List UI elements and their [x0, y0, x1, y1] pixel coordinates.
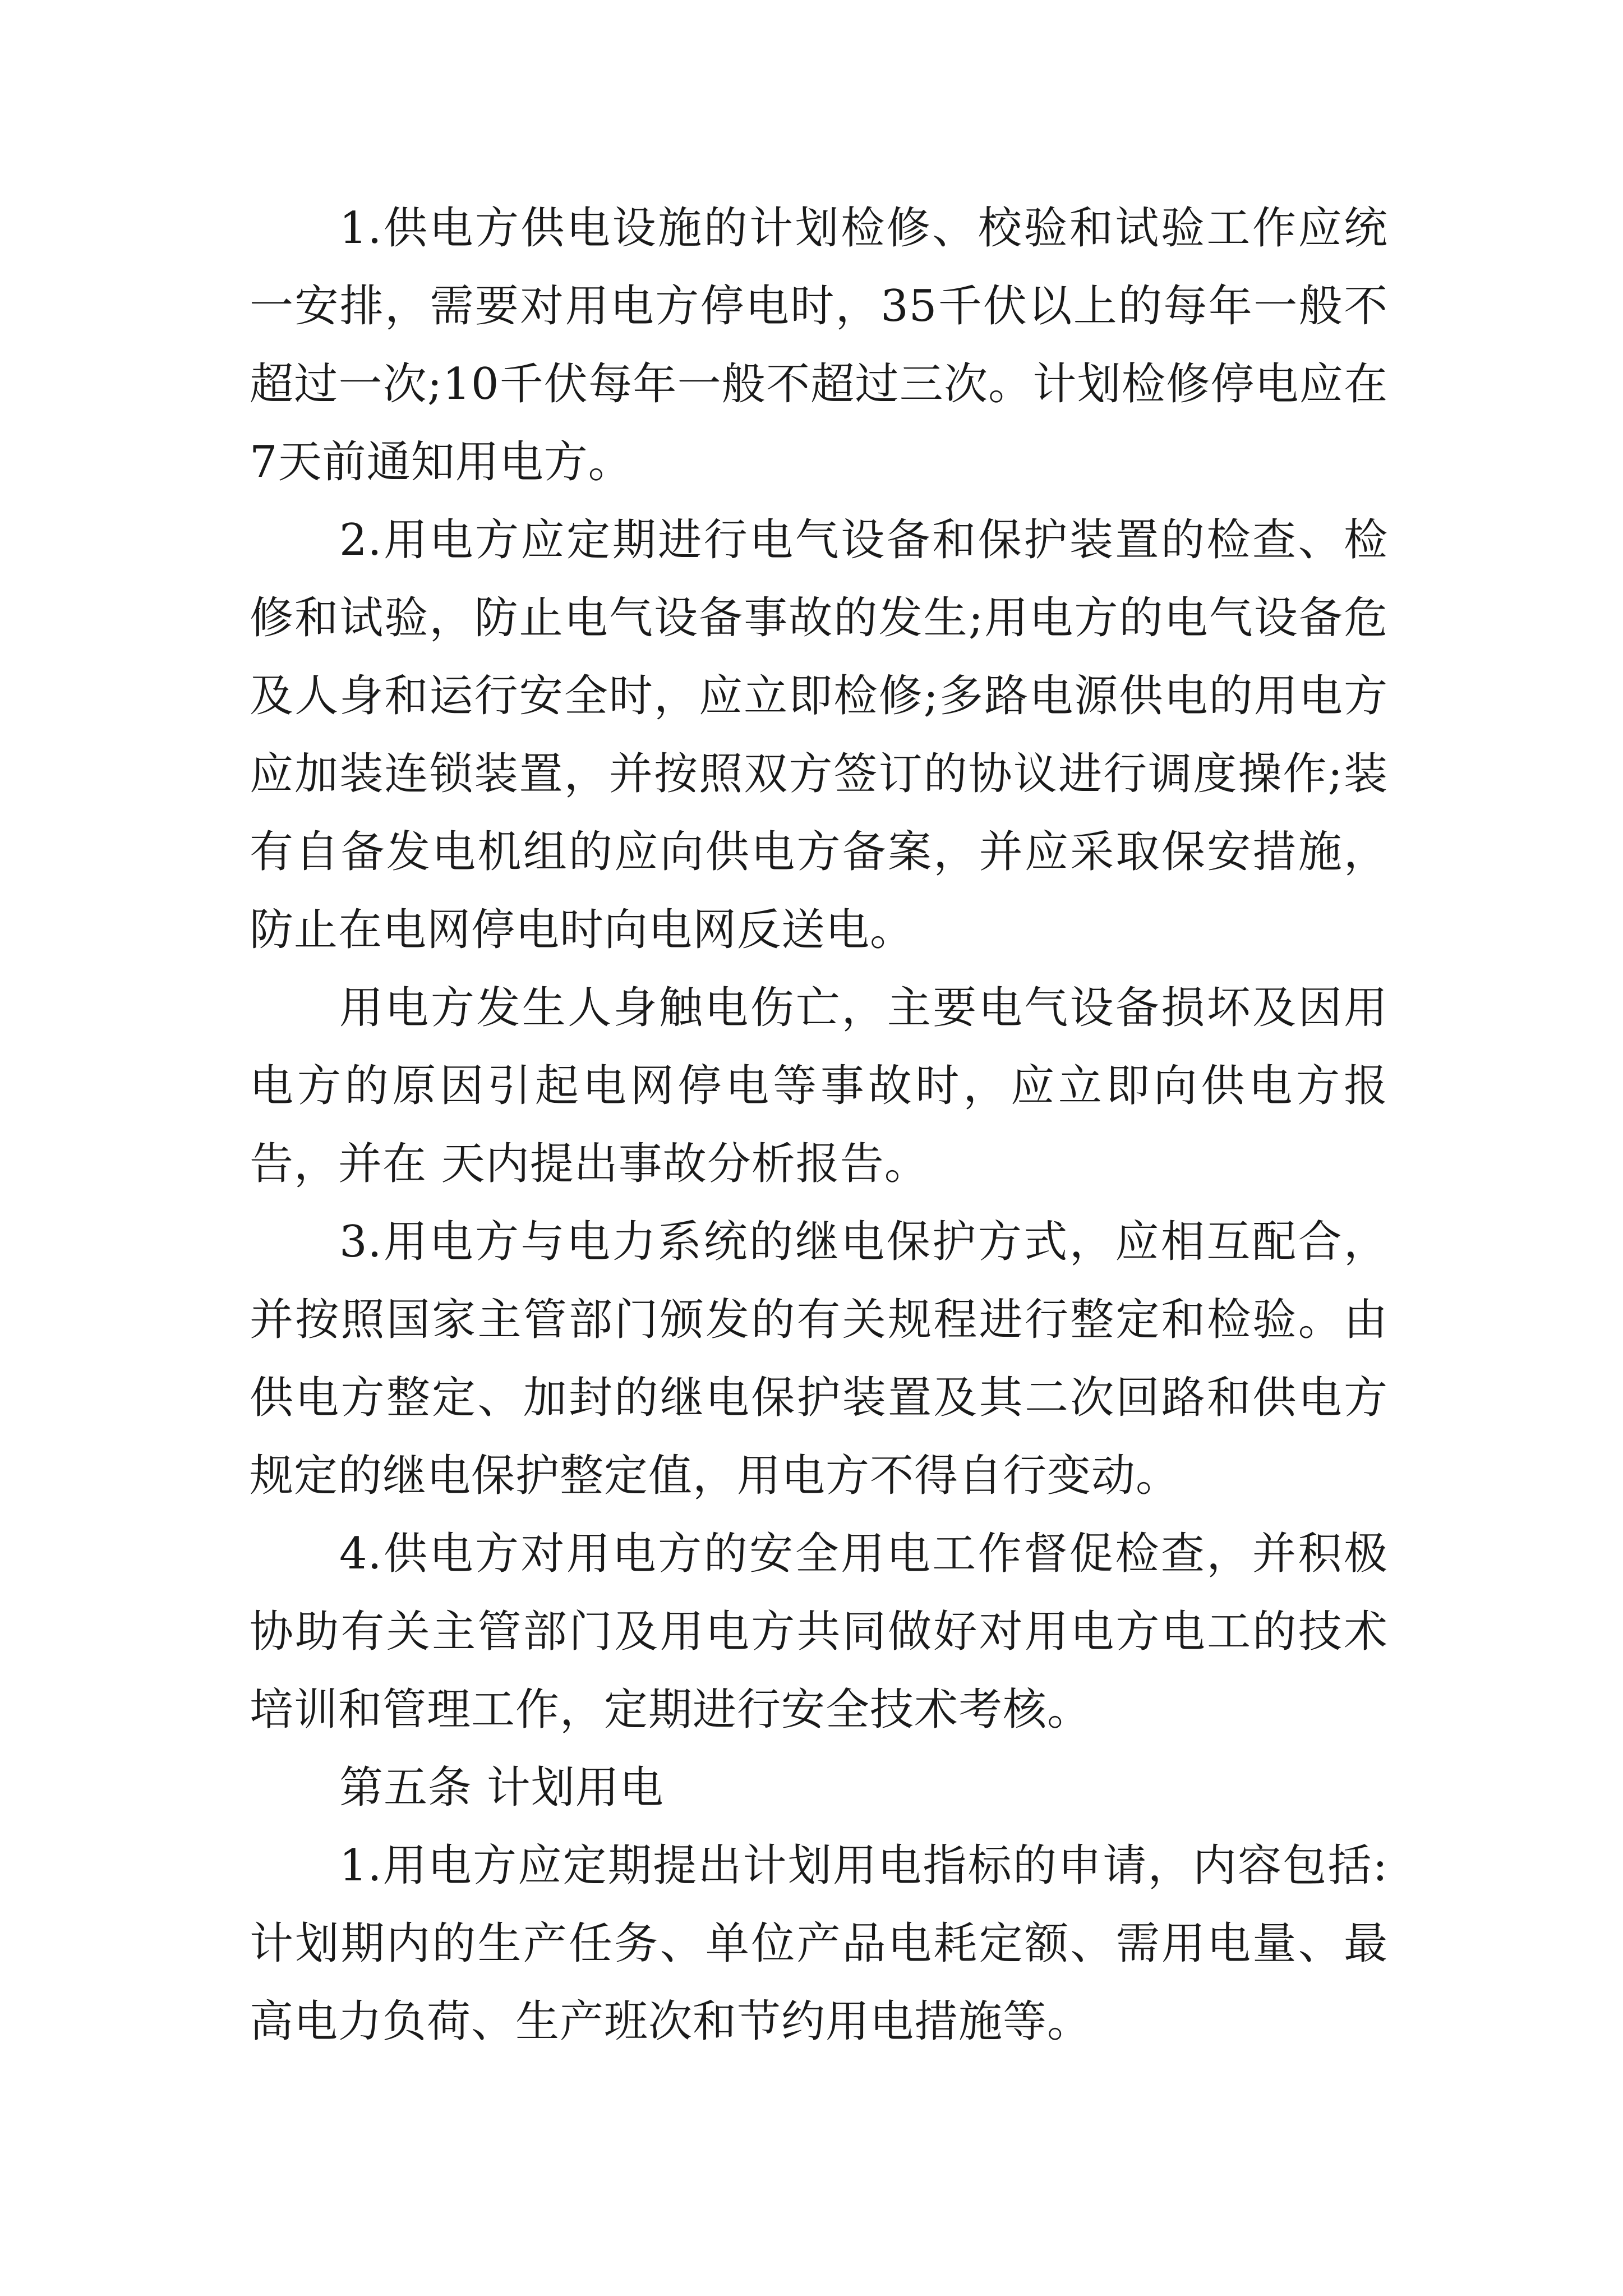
article-heading: 第五条 计划用电: [339, 1763, 664, 1813]
paragraph-relay-protection: 3.用电方与电力系统的继电保护方式，应相互配合，并按照国家主管部门颁发的有关规程进行整定和检验。由供电方整定、加封的继电保护装置及其二次回路和供电方规定的继电保护整定值，用电方不得自行变动。: [250, 1217, 1388, 1501]
paragraph-accident-report: 用电方发生人身触电伤亡，主要电气设备损坏及因用电方的原因引起电网停电等事故时，应立即向供电方报告，并在 天内提出事故分析报告。: [250, 983, 1388, 1189]
paragraph-equipment-inspection: 2.用电方应定期进行电气设备和保护装置的检查、检修和试验，防止电气设备事故的发生;用电方的电气设备危及人身和运行安全时，应立即检修;多路电源供电的用电方应加装连锁装置，并按照双方签订的协议进行调度操作;装有自备发电机组的应向供电方备案，并应采取保安措施，防止在电网停电时向电网反送电。: [250, 515, 1388, 955]
document-body: [250, 190, 1388, 2061]
paragraph-maintenance-outage: 1.供电方供电设施的计划检修、校验和试验工作应统一安排，需要对用电方停电时，35千伏以上的每年一般不超过一次;10千伏每年一般不超过三次。计划检修停电应在7天前通知用电方。: [250, 203, 1388, 487]
paragraph-safety-supervision: 4.供电方对用电方的安全用电工作督促检查，并积极协助有关主管部门及用电方共同做好对用电方电工的技术培训和管理工作，定期进行安全技术考核。: [250, 1529, 1388, 1735]
paragraph-planned-usage: 1.用电方应定期提出计划用电指标的申请，内容包括:计划期内的生产任务、单位产品电耗定额、需用电量、最高电力负荷、生产班次和节约用电措施等。: [250, 1841, 1388, 2047]
